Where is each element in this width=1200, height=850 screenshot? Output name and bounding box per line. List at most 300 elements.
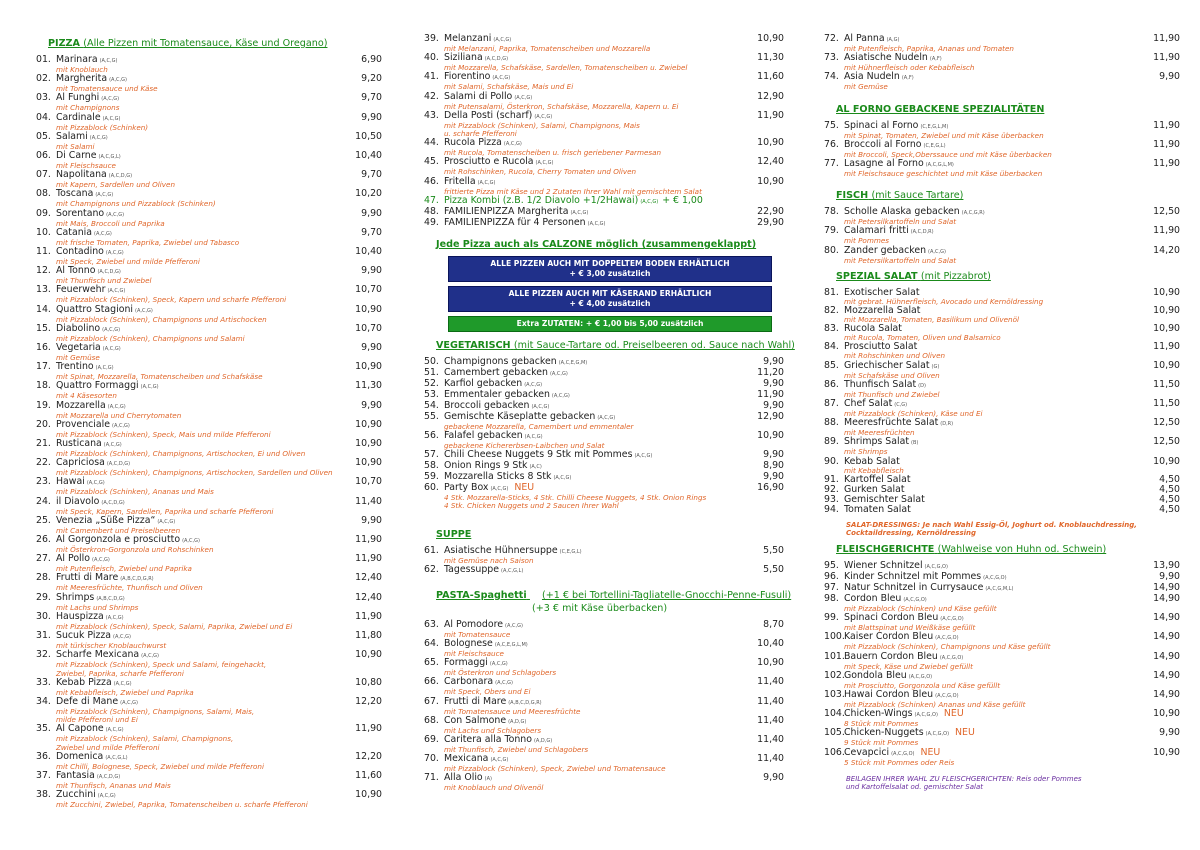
item-price: 10,90 <box>355 303 382 315</box>
item-name: Zucchini <box>56 789 96 801</box>
item-price: 5,50 <box>763 544 784 556</box>
menu-item <box>36 593 382 612</box>
item-number: 46. <box>424 175 439 187</box>
allergen-codes: (A,C,G) <box>113 680 132 687</box>
item-name: Zander gebacken <box>844 244 927 256</box>
item-number: 87. <box>824 398 839 410</box>
item-name: Mexicana <box>444 753 489 765</box>
item-description: mit gebrat. Hühnerfleisch, Avocado und Kernöldressing <box>844 296 1044 306</box>
item-name: Rusticana <box>56 438 102 450</box>
family-pizza-list <box>424 207 784 229</box>
item-name: Quattro Stagioni <box>56 303 133 315</box>
menu-item <box>824 324 1180 342</box>
item-price: 9,90 <box>361 111 382 123</box>
item-number: 65. <box>424 657 439 669</box>
item-number: 14. <box>36 303 51 315</box>
item-price: 9,90 <box>361 342 382 354</box>
item-number: 19. <box>36 399 51 411</box>
allergen-codes: (A,B,C,D,G,R) <box>508 699 542 706</box>
item-name: Exotischer Salat <box>844 286 920 298</box>
allergen-codes: (A,C,G) <box>99 58 118 64</box>
vegetarian-list <box>424 357 784 511</box>
menu-item <box>36 285 382 304</box>
item-price: 10,70 <box>355 284 382 296</box>
item-price: 14,90 <box>1153 631 1180 643</box>
allergen-codes: (A,B,C,D,G) <box>96 595 125 602</box>
item-price: 10,90 <box>355 438 382 450</box>
item-number: 92. <box>824 483 839 495</box>
item-price: 9,90 <box>361 207 382 219</box>
item-price: 9,90 <box>1159 571 1180 583</box>
menu-item <box>424 697 784 716</box>
item-number: 03. <box>36 92 51 104</box>
item-description: mit Gemüse <box>844 82 888 92</box>
item-name: Marinara <box>56 54 98 65</box>
allergen-codes: (A,C,G) <box>140 384 159 391</box>
fish-list <box>824 207 1180 265</box>
item-description: mit Lachs und Schlagobers <box>444 725 542 735</box>
item-number: 58. <box>424 460 439 472</box>
item-name: Al Pollo <box>56 553 90 565</box>
item-number: 83. <box>824 323 839 335</box>
item-name: il Diavolo <box>56 495 100 507</box>
menu-item <box>824 505 1180 515</box>
menu-item <box>36 678 382 697</box>
menu-item <box>824 207 1180 226</box>
item-price: 11,90 <box>1153 119 1180 131</box>
allergen-codes: (A,C,D,G) <box>97 269 121 276</box>
menu-item <box>424 177 784 196</box>
item-name: Calamari fritti <box>844 225 909 237</box>
item-number: 30. <box>36 610 51 622</box>
item-description: mit Fleischsauce <box>444 649 504 659</box>
allergen-codes: (A,G) <box>886 37 900 43</box>
allergen-codes: (A,C,G) <box>105 250 124 257</box>
item-price: 9,90 <box>763 772 784 784</box>
item-price: 14,90 <box>1153 650 1180 662</box>
item-number: 74. <box>824 71 839 83</box>
meat-list <box>824 561 1180 767</box>
item-price: 11,40 <box>757 676 784 688</box>
item-name: Spinaci Cordon Bleu <box>844 612 939 624</box>
allergen-codes: (D) <box>918 382 926 389</box>
item-name: Margherita <box>56 73 108 85</box>
menu-item <box>36 228 382 247</box>
item-price: 4,50 <box>1159 483 1180 495</box>
item-name: Griechischer Salat <box>844 359 930 371</box>
item-number: 86. <box>824 378 839 390</box>
item-price: 11,60 <box>355 769 382 781</box>
item-price: 12,90 <box>757 90 784 102</box>
allergen-codes: (A,C,G) <box>135 307 153 314</box>
menu-item <box>36 790 382 809</box>
item-number: 95. <box>824 560 839 572</box>
menu-item <box>424 677 784 696</box>
item-number: 22. <box>36 457 51 469</box>
menu-item <box>36 458 382 477</box>
new-badge: NEU <box>955 727 975 739</box>
item-name: Bauern Cordon Bleu <box>844 650 938 662</box>
allergen-codes: (A,C,G) <box>102 115 121 122</box>
allergen-codes: (A,C,G) <box>112 422 130 429</box>
item-number: 31. <box>36 630 51 642</box>
item-price: 14,90 <box>1153 593 1180 605</box>
item-name: Gemischter Salat <box>844 493 925 505</box>
item-number: 07. <box>36 169 51 181</box>
item-number: 71. <box>424 772 439 784</box>
item-name: Al Funghi <box>56 92 100 104</box>
item-number: 02. <box>36 73 51 85</box>
allergen-codes: (A,F) <box>929 56 942 63</box>
item-number: 97. <box>824 582 839 594</box>
allergen-codes: (A,C,D,G) <box>96 773 121 780</box>
menu-item <box>36 74 382 93</box>
item-number: 55. <box>424 410 439 422</box>
item-price: 11,40 <box>757 734 784 746</box>
item-description: mit Knoblauch <box>56 65 108 74</box>
allergen-codes: (A,C,G) <box>95 192 114 199</box>
menu-item <box>36 266 382 285</box>
item-name: Venezia „Süße Pizza“ <box>56 514 156 526</box>
calzone-note: Jede Pizza auch als CALZONE möglich (zusammengeklappt) <box>436 238 757 250</box>
menu-item <box>824 380 1180 399</box>
item-price: 9,90 <box>1159 71 1180 83</box>
item-number: 05. <box>36 130 51 142</box>
item-description: mit Petersilkartoffeln und Salat <box>844 217 957 227</box>
menu-item <box>424 412 784 431</box>
menu-item <box>424 111 784 138</box>
menu-item <box>424 565 784 576</box>
item-number: 60. <box>424 482 439 494</box>
item-description: 9 Stück mit Pommes <box>844 738 919 748</box>
item-number: 56. <box>424 430 439 442</box>
item-name: Rucola Salat <box>844 323 902 335</box>
al-forno-list <box>824 121 1180 179</box>
item-number: 76. <box>824 138 839 150</box>
menu-item <box>824 418 1180 437</box>
allergen-codes: (A,C,G,O) <box>983 575 1007 582</box>
item-price: 11,90 <box>355 723 382 735</box>
allergen-codes: (A,C,G) <box>495 680 513 687</box>
menu-item <box>824 288 1180 306</box>
item-number: 99. <box>824 612 839 624</box>
item-price: 10,90 <box>1153 286 1180 298</box>
item-name: Defe di Mane <box>56 695 119 707</box>
item-description: mit Rohschinken und Oliven <box>844 351 946 361</box>
menu-item <box>36 752 382 771</box>
item-number: 18. <box>36 380 51 392</box>
menu-item <box>36 697 382 724</box>
item-price: 13,90 <box>1153 560 1180 572</box>
item-name: Napolitana <box>56 169 107 181</box>
allergen-codes: (A,C,G) <box>493 37 512 43</box>
item-description: mit Pommes <box>844 236 890 246</box>
item-price: 9,90 <box>763 449 784 461</box>
item-number: 50. <box>424 355 439 367</box>
item-number: 100. <box>824 631 845 643</box>
item-price: 10,90 <box>355 789 382 801</box>
menu-item <box>36 209 382 228</box>
menu-item <box>824 632 1180 651</box>
item-name: Diabolino <box>56 322 101 334</box>
item-description: mit Österkron-Gorgonzola und Rohschinken <box>56 545 214 555</box>
allergen-codes: (A,C,G) <box>157 518 176 525</box>
item-description: milde Pfefferoni und Ei <box>56 715 138 725</box>
item-price: 10,90 <box>757 175 784 187</box>
item-price: 10,90 <box>355 418 382 430</box>
item-name: Catania <box>56 226 93 238</box>
item-number: 25. <box>36 514 51 526</box>
item-price: 11,50 <box>1153 378 1180 390</box>
menu-item <box>824 728 1180 747</box>
item-price: 10,40 <box>757 638 784 650</box>
pizza-list-continued <box>424 34 784 196</box>
menu-item <box>824 748 1180 767</box>
menu-item <box>824 399 1180 418</box>
item-description: mit Pizzablock (Schinken), Speck und Salami, feingehackt, <box>56 660 267 670</box>
allergen-codes: (A,C,G) <box>109 77 127 84</box>
menu-item <box>424 735 784 754</box>
item-description: 8 Stück mit Pommes <box>844 719 919 729</box>
item-description: mit Pizzablock (Schinken), Speck, Kapern und scharfe Pfefferoni <box>56 295 287 305</box>
item-number: 96. <box>824 571 839 583</box>
allergen-codes: (A,C,G,L,M) <box>925 162 954 169</box>
item-description: mit Broccoli, Speck,Oberssauce und mit Käse überbacken <box>844 149 1052 159</box>
item-number: 84. <box>824 341 839 353</box>
item-name: Broccoli al Forno <box>844 138 922 150</box>
allergen-codes: (C,E,G,L) <box>559 548 582 555</box>
item-description: mit Pizzablock (Schinken), Speck, Salami, Paprika, Zwiebel und Ei <box>56 621 293 631</box>
menu-item <box>36 132 382 151</box>
item-price: 14,90 <box>1153 612 1180 624</box>
item-description: mit Thunfisch und Zwiebel <box>56 276 152 286</box>
menu-item <box>36 516 382 535</box>
allergen-codes: (A,C,G) <box>94 230 112 237</box>
item-description: mit Pizzablock (Schinken), Champignons, Salami, Mais, <box>56 706 255 716</box>
item-price: 9,90 <box>361 514 382 526</box>
item-name: Kinder Schnitzel mit Pommes <box>844 571 982 583</box>
item-description: mit Camembert und Preiselbeeren <box>56 525 181 535</box>
menu-item <box>824 121 1180 140</box>
item-number: 34. <box>36 695 51 707</box>
item-description: mit Hühnerfleisch oder Kebabfleisch <box>844 63 975 73</box>
menu-item <box>824 140 1180 159</box>
new-badge: NEU <box>514 482 535 494</box>
item-number: 26. <box>36 534 51 546</box>
menu-item <box>36 170 382 189</box>
item-number: 81. <box>824 286 839 298</box>
item-price: 11,90 <box>757 109 784 121</box>
item-name: Al Pomodore <box>444 618 504 630</box>
item-name: Natur Schnitzel in Currysauce <box>844 582 984 594</box>
item-description: mit Tomatensauce und Meeresfrüchte <box>444 706 581 716</box>
item-name: Cardinale <box>56 111 101 123</box>
allergen-codes: (A,C,G,O) <box>935 635 959 642</box>
allergen-codes: (A,C,D,G) <box>106 461 131 468</box>
item-name: Tomaten Salat <box>844 503 911 515</box>
item-description: mit Speck, Kapern, Sardellen, Paprika und scharfe Pfefferoni <box>56 506 274 516</box>
allergen-codes: (A,C,G) <box>102 326 121 333</box>
item-name: Scharfe Mexicana <box>56 649 140 661</box>
new-badge: NEU <box>943 708 964 720</box>
item-price: 11,40 <box>757 695 784 707</box>
item-name: Mozzarella Salat <box>844 305 921 317</box>
item-number: 91. <box>824 473 839 485</box>
allergen-codes: (A,C,G,M,L) <box>985 586 1014 593</box>
item-name: Toscana <box>56 188 94 200</box>
menu-item <box>36 724 382 751</box>
item-price: 10,70 <box>355 476 382 488</box>
item-number: 80. <box>824 244 839 256</box>
item-description: mit Putenfleisch, Paprika, Ananas und Tomaten <box>844 44 1014 53</box>
item-price: 9,90 <box>763 377 784 389</box>
item-price: 10,90 <box>355 649 382 661</box>
item-price: 8,90 <box>763 460 784 472</box>
item-price: 10,90 <box>1153 708 1180 720</box>
allergen-codes: (A,C,G,O) <box>914 712 938 719</box>
menu-item <box>424 754 784 773</box>
item-price: 11,90 <box>355 610 382 622</box>
item-name: Fritella <box>444 175 476 187</box>
double-crust-banner: ALLE PIZZEN AUCH MIT DOPPELTEM BODEN ERHÄLTLICH + € 3,00 zusätzlich <box>448 256 772 282</box>
item-description: mit Mozzarella, Schafskäse, Sardellen, Tomatenscheiben u. Zwiebel <box>444 63 688 73</box>
menu-item <box>824 34 1180 53</box>
item-description: mit Thunfisch, Zwiebel und Schlagobers <box>444 745 589 755</box>
item-price: 10,90 <box>1153 305 1180 317</box>
item-description: mit Pizzablock (Schinken), Salami, Champignons, Mais <box>444 120 640 130</box>
allergen-codes: (A,C,G) <box>105 614 124 621</box>
item-price: 9,90 <box>361 265 382 277</box>
allergen-codes: (A,C,G) <box>489 661 508 668</box>
item-number: 27. <box>36 553 51 565</box>
item-name: Hauspizza <box>56 610 104 622</box>
item-name: Onion Rings 9 Stk <box>444 460 528 472</box>
item-description: mit Knoblauch und Olivenöl <box>444 783 544 793</box>
menu-item <box>36 189 382 208</box>
allergen-codes: (A,C,G) <box>182 538 200 545</box>
allergen-codes: (A,C,G,L) <box>105 754 128 761</box>
item-name: Chicken-Wings <box>844 708 913 720</box>
item-number: 36. <box>36 750 51 762</box>
item-description: mit Fleischsauce geschichtet und mit Käse überbacken <box>844 169 1043 179</box>
item-price: 11,90 <box>1153 158 1180 170</box>
allergen-codes: (A,C,G) <box>89 134 108 141</box>
item-name: Wiener Schnitzel <box>844 560 923 572</box>
item-description: mit Pizzablock (Schinken) <box>56 122 149 132</box>
allergen-codes: (A,C,G,O) <box>939 654 964 661</box>
item-description: mit Rohschinken, Rucola, Cherry Tomaten und Oliven <box>444 167 637 177</box>
item-price: 11,90 <box>1153 52 1180 64</box>
item-number: 45. <box>424 156 439 168</box>
item-number: 15. <box>36 322 51 334</box>
menu-item <box>824 709 1180 728</box>
item-name: Sucuk Pizza <box>56 630 112 642</box>
item-description: mit Pizzablock (Schinken), Salami, Champignons, <box>56 734 234 744</box>
menu-item <box>824 53 1180 72</box>
side-dish-note: BEILAGEN IHRER WAHL ZU FLEISCHGERICHTEN: Reis oder Pommes und Kartoffelsalat od. gemischter Salat <box>846 774 1082 792</box>
item-price: 11,40 <box>757 753 784 765</box>
item-name: Al Tonno <box>56 265 96 277</box>
section-title-salat: SPEZIAL SALAT (mit Pizzabrot) <box>836 270 991 282</box>
item-description: mit Meeresfrüchte, Thunfisch und Oliven <box>56 583 203 593</box>
item-number: 82. <box>824 305 839 317</box>
item-number: 72. <box>824 33 839 44</box>
soup-list <box>424 546 784 576</box>
pasta-cheese-note: (+3 € mit Käse überbacken) <box>532 602 668 614</box>
allergen-codes: (A,C,G) <box>101 96 120 103</box>
item-name: Shrimps <box>56 591 95 603</box>
item-description: mit Pizzablock (Schinken), Champignons und Artischocken <box>56 314 267 324</box>
item-number: 106. <box>824 746 845 758</box>
item-description: mit Speck, Käse und Zwiebel gefüllt <box>844 661 973 671</box>
item-name: Party Box <box>444 482 489 494</box>
menu-item <box>424 72 784 91</box>
item-number: 42. <box>424 90 439 102</box>
item-price: 11,90 <box>1153 341 1180 353</box>
item-name: Melanzani <box>444 33 492 44</box>
item-price: 12,40 <box>757 156 784 168</box>
column-2 <box>424 33 795 793</box>
item-description: mit Schafskäse und Oliven <box>844 370 940 380</box>
item-price: 6,90 <box>361 54 382 65</box>
item-description: mit Prosciutto, Gorgonzola und Käse gefüllt <box>844 680 1001 690</box>
menu-item <box>824 159 1180 178</box>
item-description: mit Tomatensauce <box>444 629 511 639</box>
item-number: 98. <box>824 593 839 605</box>
menu-item <box>824 306 1180 324</box>
item-name: Quattro Formaggi <box>56 380 139 392</box>
allergen-codes: (D,R) <box>940 421 954 428</box>
item-description: frittierte Pizza mit Käse und 2 Zutaten Ihrer Wahl mit gemischtem Salat <box>444 186 702 196</box>
item-description: mit Lachs und Shrimps <box>56 602 139 612</box>
item-number: 90. <box>824 455 839 467</box>
section-title-suppe: SUPPE <box>436 528 472 540</box>
menu-item <box>36 420 382 439</box>
item-price: 10,90 <box>1153 455 1180 467</box>
item-name: Gurken Salat <box>844 483 905 495</box>
item-name: Sorentano <box>56 207 105 219</box>
item-description: mit Shrimps <box>844 447 888 457</box>
item-price: 29,90 <box>757 216 784 228</box>
allergen-codes: (A,C,G) <box>524 434 543 441</box>
item-name: Bolognese <box>444 638 493 650</box>
item-description: mit Putenfleisch, Zwiebel und Paprika <box>56 564 192 574</box>
item-name: Broccoli gebacken <box>444 399 530 411</box>
item-price: 10,90 <box>757 137 784 149</box>
item-name: Di Carne <box>56 150 97 162</box>
allergen-codes: (A,C,G) <box>553 475 572 482</box>
allergen-codes: (A,F) <box>901 75 914 82</box>
item-description: mit Gemüse nach Saison <box>444 555 534 565</box>
item-price: 10,90 <box>355 457 382 469</box>
item-number: 01. <box>36 54 51 65</box>
menu-item <box>36 113 382 132</box>
item-name: Trentino <box>56 361 94 373</box>
allergen-codes: (A,C,G) <box>86 480 105 487</box>
allergen-codes: (A,C,G,O) <box>908 673 933 680</box>
item-number: 37. <box>36 769 51 781</box>
menu-item <box>36 477 382 496</box>
item-price: 11,30 <box>757 52 784 64</box>
new-badge: NEU <box>920 746 941 758</box>
menu-item <box>36 151 382 170</box>
item-description: 5 Stück mit Pommes oder Reis <box>844 757 955 767</box>
item-name: Asiatische Hühnersuppe <box>444 544 558 556</box>
menu-item <box>824 72 1180 91</box>
item-price: 12,50 <box>1153 206 1180 218</box>
item-description: u. scharfe Pfefferoni <box>444 129 517 139</box>
item-price: 10,90 <box>757 430 784 442</box>
